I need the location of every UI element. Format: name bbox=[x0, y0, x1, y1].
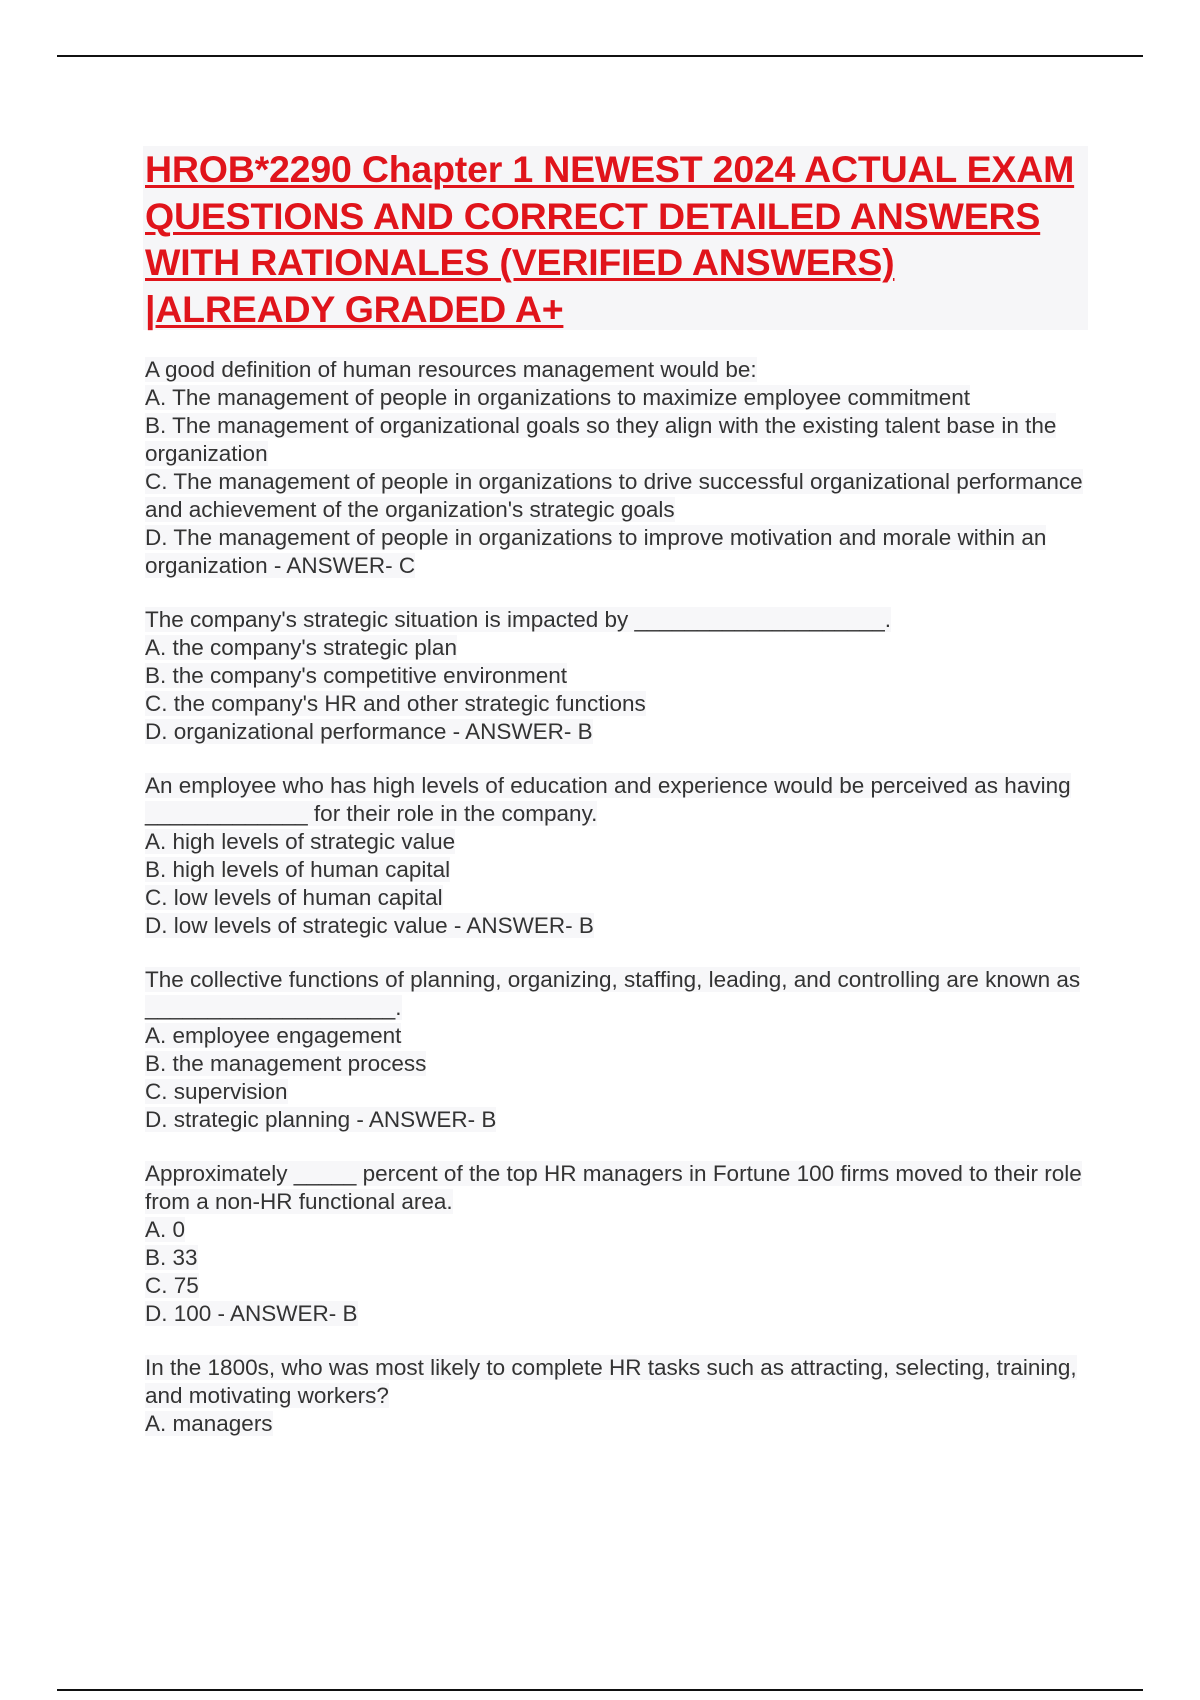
question-3 bbox=[145, 772, 1090, 940]
top-rule bbox=[57, 55, 1143, 57]
option-b: B. the company's competitive environment bbox=[145, 663, 567, 688]
questions-list bbox=[145, 356, 1090, 1464]
question-1 bbox=[145, 356, 1090, 580]
bottom-rule bbox=[57, 1689, 1143, 1691]
question-2 bbox=[145, 606, 1090, 746]
option-a: A. the company's strategic plan bbox=[145, 635, 457, 660]
option-a: A. high levels of strategic value bbox=[145, 829, 456, 854]
option-a: A. managers bbox=[145, 1411, 273, 1436]
question-6 bbox=[145, 1354, 1090, 1438]
option-d-answer: D. 100 - ANSWER- B bbox=[145, 1301, 358, 1326]
question-4 bbox=[145, 966, 1090, 1134]
document-title: HROB*2290 Chapter 1 NEWEST 2024 ACTUAL EXAM QUESTIONS AND CORRECT DETAILED ANSWERS WITH RATIONALES (VERIFIED ANSWERS) |ALREADY GRADED A+ bbox=[145, 148, 1075, 330]
question-5 bbox=[145, 1160, 1090, 1328]
question-prompt: The company's strategic situation is impacted by ____________________. bbox=[145, 607, 892, 632]
option-c: C. low levels of human capital bbox=[145, 885, 443, 910]
option-a: A. employee engagement bbox=[145, 1023, 402, 1048]
option-c: C. supervision bbox=[145, 1079, 288, 1104]
option-d-answer: D. strategic planning - ANSWER- B bbox=[145, 1107, 497, 1132]
question-prompt: A good definition of human resources management would be: bbox=[145, 357, 757, 382]
option-a: A. 0 bbox=[145, 1217, 186, 1242]
option-d-answer: D. The management of people in organizations to improve motivation and morale within an organization - ANSWER- C bbox=[145, 525, 1047, 578]
option-d-answer: D. low levels of strategic value - ANSWER- B bbox=[145, 913, 594, 938]
question-prompt: Approximately _____ percent of the top HR managers in Fortune 100 firms moved to their role from a non-HR functional area. bbox=[145, 1161, 1082, 1214]
question-prompt: An employee who has high levels of education and experience would be perceived as having _____________ for their role in the company. bbox=[145, 773, 1071, 826]
option-a: A. The management of people in organizations to maximize employee commitment bbox=[145, 385, 970, 410]
question-prompt: The collective functions of planning, organizing, staffing, leading, and controlling are known as ____________________. bbox=[145, 967, 1081, 1020]
option-b: B. 33 bbox=[145, 1245, 198, 1270]
option-b: B. the management process bbox=[145, 1051, 427, 1076]
option-b: B. high levels of human capital bbox=[145, 857, 451, 882]
option-b: B. The management of organizational goals so they align with the existing talent base in the organization bbox=[145, 413, 1057, 466]
option-d-answer: D. organizational performance - ANSWER- B bbox=[145, 719, 593, 744]
title-block bbox=[143, 146, 1088, 330]
option-c: C. the company's HR and other strategic functions bbox=[145, 691, 646, 716]
question-prompt: In the 1800s, who was most likely to complete HR tasks such as attracting, selecting, training, and motivating workers? bbox=[145, 1355, 1077, 1408]
option-c: C. 75 bbox=[145, 1273, 199, 1298]
option-c: C. The management of people in organizations to drive successful organizational performance and achievement of the organization's strategic goals bbox=[145, 469, 1083, 522]
